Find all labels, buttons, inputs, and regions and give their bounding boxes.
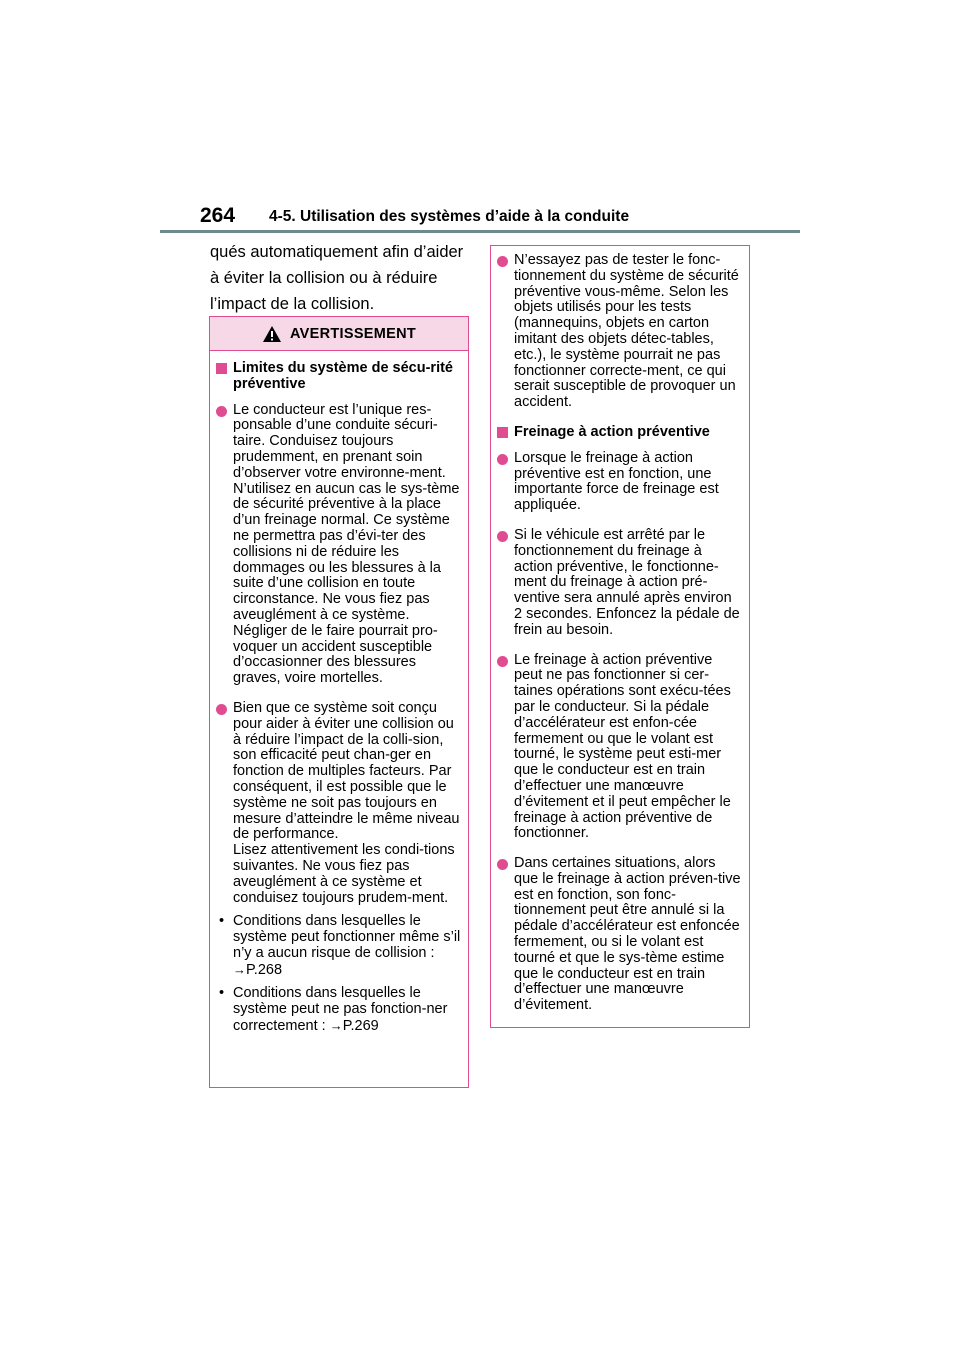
list-item bbox=[497, 451, 743, 514]
list-item-text bbox=[233, 403, 462, 687]
list-item bbox=[497, 856, 743, 1014]
list-item-text bbox=[233, 701, 462, 906]
list-item bbox=[497, 528, 743, 639]
right-bullet-e: Dans certaines situations, alors que le freinage à action préven-tive est en fonction, son fonc-tionnement peut être annulé si la pédale d’accélérateur est enfoncée fermement, ou si le volant est tourné et que le sys-tème estime que le conducteur est en train d’effectuer une manœuvre d’évitement. bbox=[514, 855, 741, 1014]
list-item bbox=[497, 253, 743, 411]
sub-list-item-text bbox=[233, 986, 462, 1034]
warning-bullet-1: Le conducteur est l’unique res-ponsable d’une conduite sécuri-taire. Conduisez toujours prudemment, en prenant soin d’observer votre environne-ment. bbox=[233, 401, 446, 481]
warning-body bbox=[210, 351, 468, 1035]
right-bullet-c: Si le véhicule est arrêté par le fonctionnement du freinage à action préventive, le fonctionne-ment du freinage à action pré-ventive sera annulé après environ 2 secondes. Enfoncez la pédale de frein au besoin. bbox=[514, 526, 740, 638]
intro-text: qués automatiquement afin d’aider à éviter la collision ou à réduire l’impact de la collision. bbox=[210, 243, 464, 313]
header-divider bbox=[160, 230, 800, 233]
warning-bullet-2: Bien que ce système soit conçu pour aider à éviter une collision ou à réduire l’impact de la colli-sion, son efficacité peut chan-ger en fonction de multiples facteurs. Par conséquent, il est possible que le système ne soit pas toujours en mesure d’atteindre le même niveau de performance. bbox=[233, 699, 460, 843]
right-heading bbox=[497, 425, 743, 441]
page-reference-link[interactable]: P.269 bbox=[342, 1018, 379, 1035]
arrow-right-icon: → bbox=[329, 1018, 343, 1034]
bullet-dot-icon bbox=[497, 656, 508, 667]
bullet-dot-icon bbox=[497, 531, 508, 542]
square-bullet-icon bbox=[216, 363, 227, 374]
page-reference-link[interactable]: P.268 bbox=[246, 961, 283, 978]
sub-bullet-marker: • bbox=[219, 985, 225, 1002]
bullet-dot-icon bbox=[497, 256, 508, 267]
sub-item-2-text: Conditions dans lesquelles le système peut ne pas fonction-ner correctement : bbox=[233, 985, 448, 1035]
section-title: 4-5. Utilisation des systèmes d’aide à la conduite bbox=[269, 208, 630, 225]
warning-heading-text: Limites du système de sécu-rité préventive bbox=[233, 360, 453, 392]
bullet-dot-icon bbox=[497, 454, 508, 465]
page-header bbox=[160, 200, 800, 234]
sub-list-item bbox=[216, 914, 462, 978]
sub-list-item-text bbox=[233, 914, 462, 978]
warning-continuation-box bbox=[490, 245, 750, 1028]
list-item bbox=[497, 653, 743, 843]
bullet-dot-icon bbox=[216, 704, 227, 715]
warning-title: AVERTISSEMENT bbox=[289, 325, 417, 342]
arrow-right-icon: → bbox=[233, 961, 246, 977]
warning-header bbox=[210, 317, 468, 351]
sub-bullet-marker: • bbox=[219, 913, 225, 930]
sub-list-item bbox=[216, 986, 462, 1034]
right-bullet-a: N’essayez pas de tester le fonc-tionnement du système de sécurité préventive vous-même. Selon les objets utilisés pour les tests (mannequins, objets en carton imitant des objets détec-tables, etc.), le système pourrait ne pas fonctionner correcte-ment, ce qui serait susceptible de provoquer un accident. bbox=[514, 252, 739, 411]
list-item bbox=[216, 403, 462, 687]
list-item bbox=[216, 701, 462, 906]
warning-bullet-1-continued: N’utilisez en aucun cas le sys-tème de sécurité préventive à la place d’un freinage normal. Ce système ne permettra pas d’évi-ter des collisions ni de réduire les dommages ou les blessures à la suite d’une collision en toute circonstance. Ne vous fiez pas aveuglément à ce système. Négliger de le faire pourrait pro-voquer un accident susceptible d’occasionner des blessures graves, voire mortelles. bbox=[233, 480, 460, 687]
right-bullet-b: Lorsque le freinage à action préventive est en fonction, une importante force de freinage est appliquée. bbox=[514, 449, 719, 514]
warning-box bbox=[209, 316, 469, 1088]
page-number: 264 bbox=[200, 204, 236, 227]
warning-heading bbox=[216, 361, 462, 393]
bullet-dot-icon bbox=[216, 406, 227, 417]
warning-triangle-icon bbox=[262, 325, 282, 343]
square-bullet-icon bbox=[497, 427, 508, 438]
intro-paragraph bbox=[210, 239, 472, 317]
warning-bullet-2-continued: Lisez attentivement les condi-tions suivantes. Ne vous fiez pas aveuglément à ce système et conduisez toujours prudem-ment. bbox=[233, 842, 455, 906]
right-heading-text: Freinage à action préventive bbox=[514, 423, 710, 440]
right-bullet-d: Le freinage à action préventive peut ne pas fonctionner si cer-taines opérations sont exécu-tées par le conducteur. Si la pédale d’accélérateur est enfon-cée fermement ou que le volant est tourné, le système peut esti-mer que le conducteur est en train d’effectuer une manœuvre d’évitement et il peut empêcher le freinage à action préventive de fonctionner. bbox=[514, 651, 731, 842]
bullet-dot-icon bbox=[497, 859, 508, 870]
sub-item-1-text: Conditions dans lesquelles le système peut fonctionner même s’il n’y a aucun risque de collision : bbox=[233, 913, 461, 961]
